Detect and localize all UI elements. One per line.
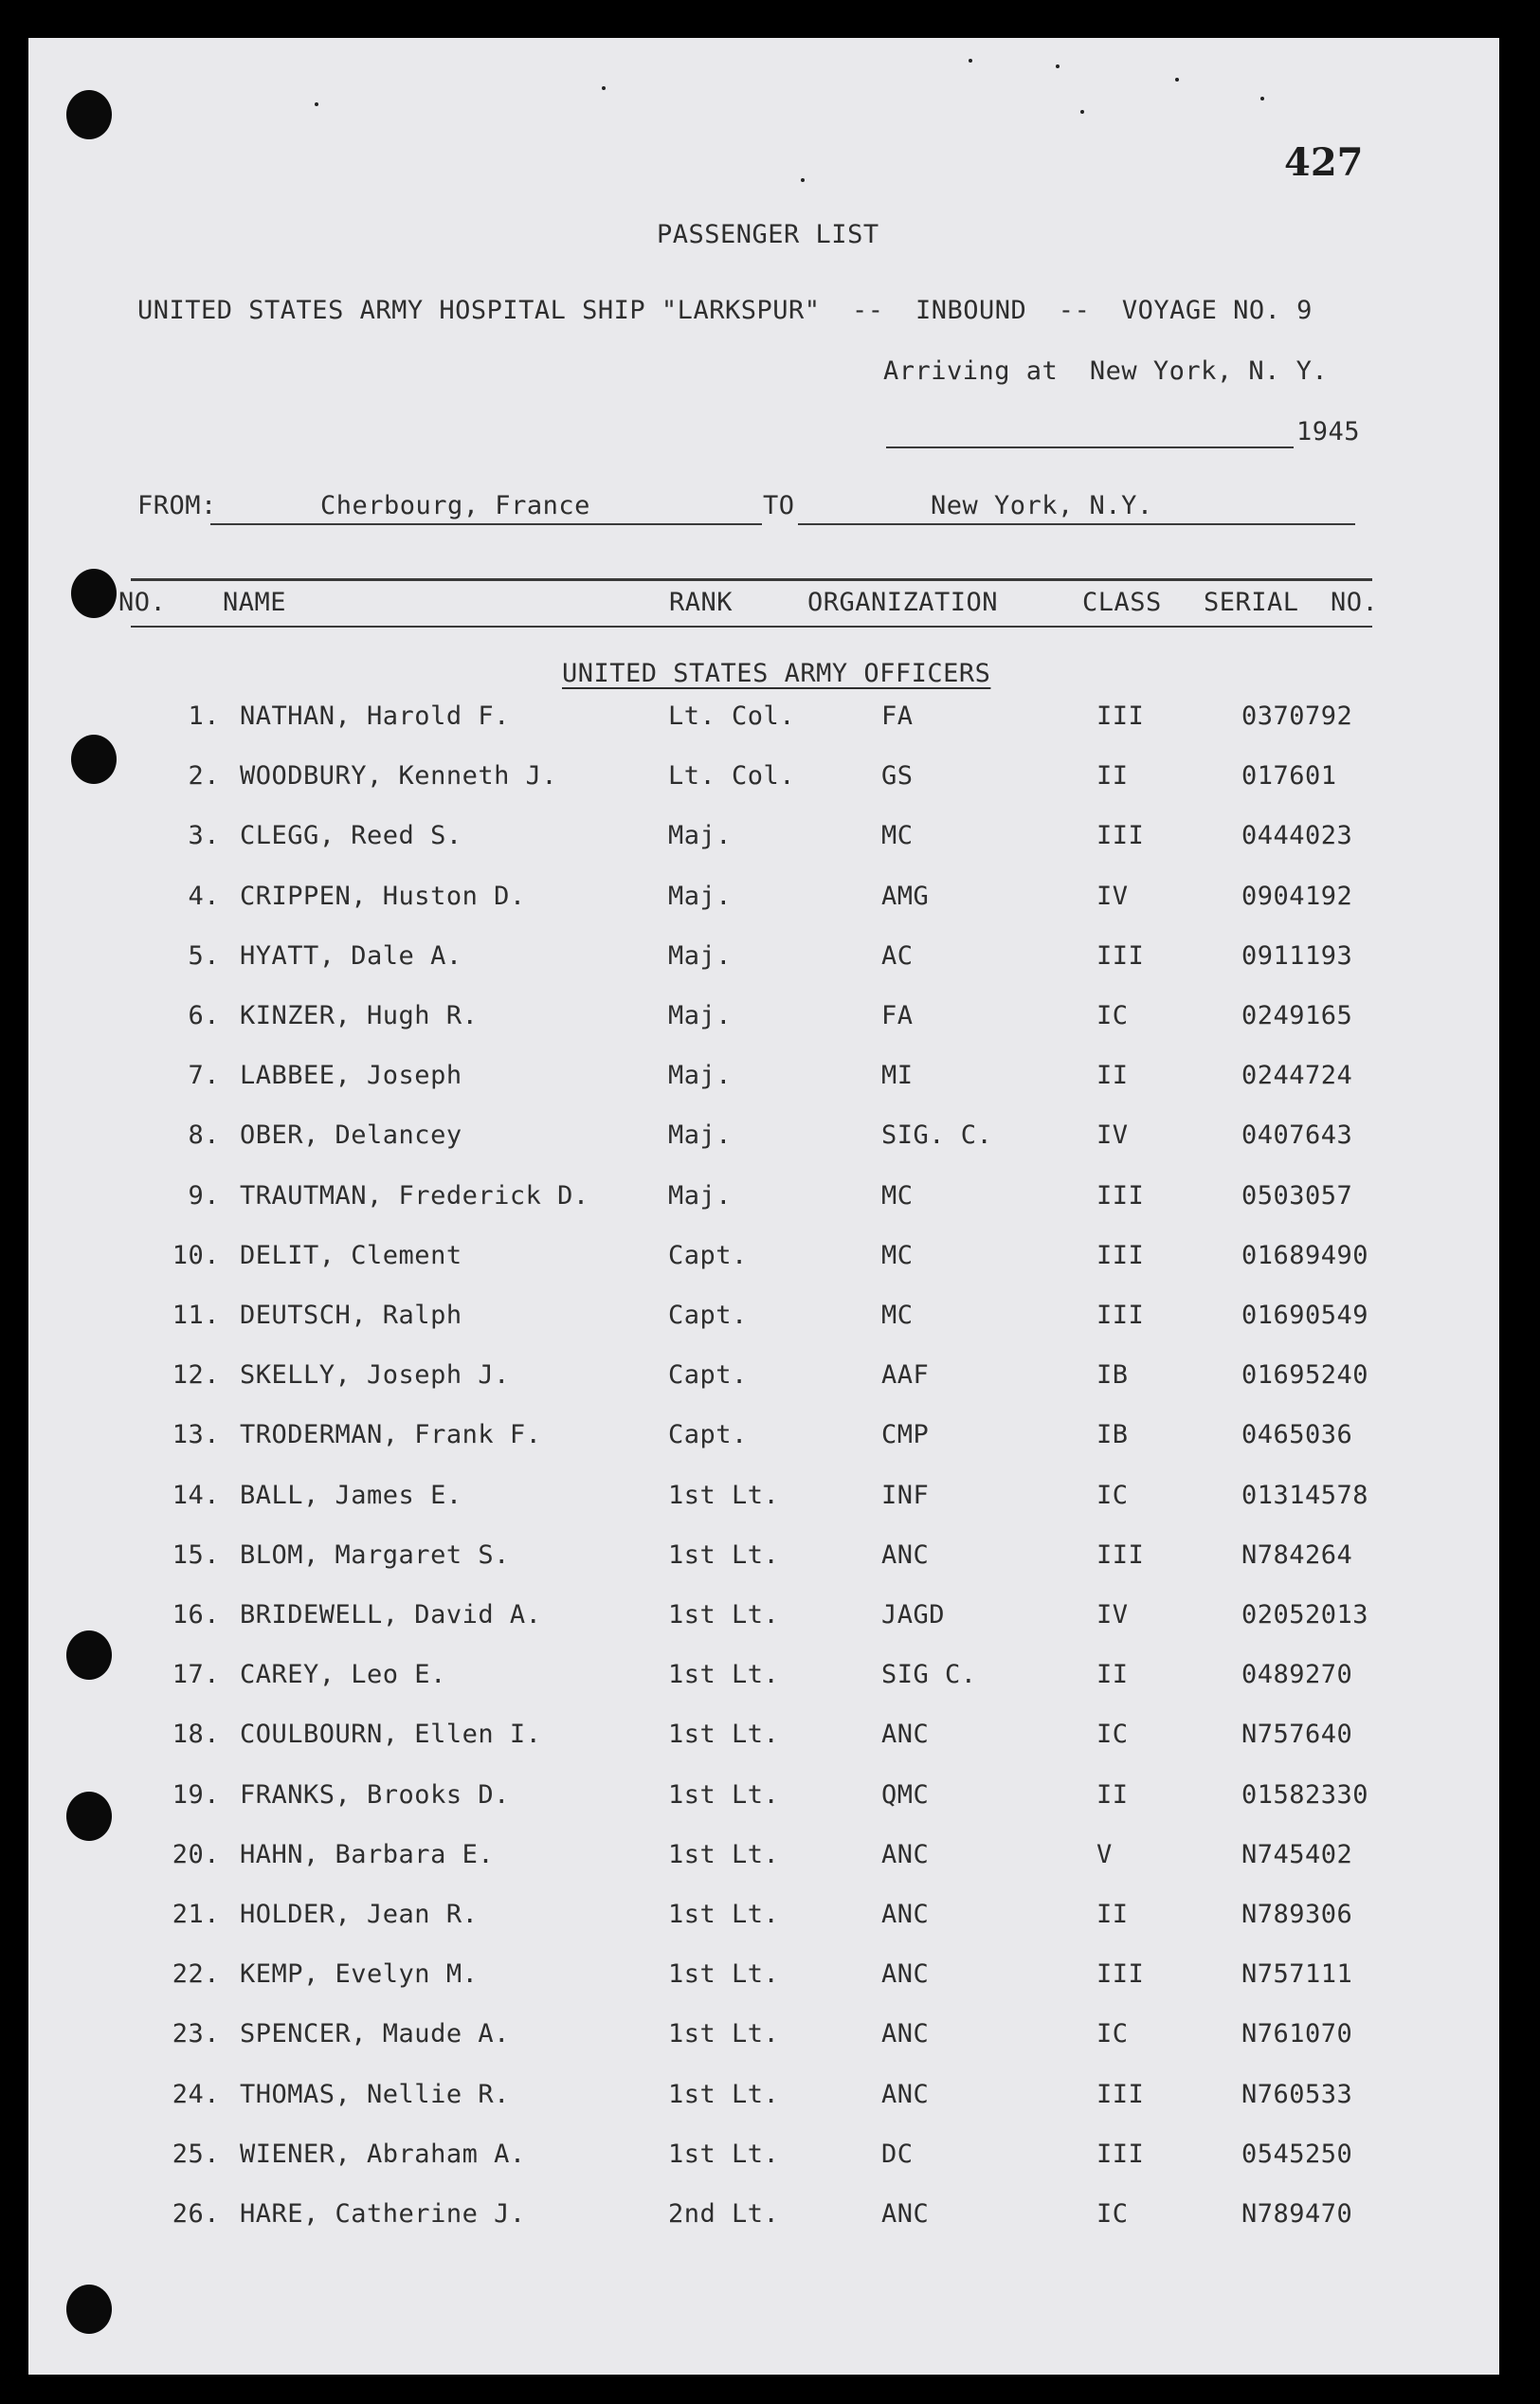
passenger-name: COULBOURN, Ellen I. [240,1720,542,1750]
table-row [28,1420,1499,1458]
passenger-serial: 0444023 [1241,821,1353,851]
table-row [28,761,1499,799]
passenger-organization: FA [881,1001,914,1030]
table-row [28,1840,1499,1878]
passenger-name: LABBEE, Joseph [240,1061,462,1091]
passenger-organization: MC [881,1180,914,1211]
passenger-name: HARE, Catherine J. [240,2199,526,2229]
passenger-number: 21. [172,1900,220,1929]
from-underline [210,523,762,525]
passenger-rank: 1st Lt. [668,1720,780,1750]
table-row [28,941,1499,979]
passenger-number: 10. [172,1240,220,1270]
speck [1175,78,1179,82]
passenger-rank: Maj. [668,1061,733,1091]
header-top-rule [131,578,1372,581]
passenger-class: IV [1096,881,1129,911]
passenger-organization: ANC [881,1720,930,1750]
passenger-class: V [1096,1839,1113,1869]
page-number: 427 [1284,140,1364,185]
passenger-rank: 1st Lt. [668,1839,780,1869]
passenger-number: 4. [188,881,220,911]
passenger-organization: ANC [881,1539,930,1570]
passenger-class: IC [1096,1480,1129,1510]
passenger-number: 11. [172,1301,220,1330]
table-row [28,1061,1499,1099]
passenger-organization: MC [881,821,914,851]
passenger-name: HOLDER, Jean R. [240,1900,479,1929]
passenger-rank: 1st Lt. [668,1660,780,1690]
passenger-rank: Capt. [668,1240,748,1270]
passenger-name: TRODERMAN, Frank F. [240,1420,542,1450]
from-label: FROM: [137,491,217,520]
table-row [28,1959,1499,1997]
document-title: PASSENGER LIST [657,220,879,249]
passenger-name: HAHN, Barbara E. [240,1839,495,1869]
passenger-class: II [1096,1779,1129,1810]
passenger-class: II [1096,1061,1129,1091]
passenger-serial: 0489270 [1241,1660,1353,1690]
passenger-number: 15. [172,1539,220,1570]
col-rank: RANK [669,588,734,617]
table-row [28,2019,1499,2057]
passenger-organization: QMC [881,1779,930,1810]
passenger-class: IC [1096,2019,1129,2049]
table-row [28,2080,1499,2118]
passenger-name: SKELLY, Joseph J. [240,1360,510,1391]
passenger-serial: 01695240 [1241,1360,1369,1391]
passenger-class: IV [1096,1600,1129,1630]
speck [1056,64,1060,68]
passenger-name: NATHAN, Harold F. [240,701,510,731]
passenger-class: III [1096,1959,1145,1990]
ship-line: UNITED STATES ARMY HOSPITAL SHIP "LARKSPUR" -- INBOUND -- VOYAGE NO. 9 [137,296,1313,325]
passenger-name: BLOM, Margaret S. [240,1539,510,1570]
passenger-class: IB [1096,1420,1129,1450]
table-row [28,1600,1499,1638]
table-row [28,1001,1499,1039]
passenger-name: BALL, James E. [240,1480,462,1510]
passenger-number: 23. [172,2019,220,2049]
passenger-class: III [1096,2079,1145,2109]
document-page [28,38,1499,2375]
passenger-serial: 0407643 [1241,1120,1353,1151]
passenger-class: II [1096,1660,1129,1690]
table-row [28,1241,1499,1279]
passenger-number: 8. [188,1120,220,1151]
passenger-serial: N745402 [1241,1839,1353,1869]
passenger-rank: Maj. [668,1120,733,1151]
table-row [28,2140,1499,2177]
punch-hole [66,90,112,139]
passenger-serial: N789470 [1241,2199,1353,2229]
passenger-name: CAREY, Leo E. [240,1660,446,1690]
passenger-organization: ANC [881,2199,930,2229]
passenger-class: III [1096,1301,1145,1330]
table-row [28,1181,1499,1219]
passenger-serial: 0249165 [1241,1001,1353,1030]
passenger-rank: Capt. [668,1360,748,1391]
passenger-number: 6. [188,1001,220,1030]
passenger-number: 1. [188,701,220,731]
passenger-organization: SIG C. [881,1660,977,1690]
passenger-number: 9. [188,1180,220,1211]
passenger-organization: AAF [881,1360,930,1391]
passenger-number: 19. [172,1779,220,1810]
passenger-rank: Maj. [668,940,733,971]
passenger-class: III [1096,1180,1145,1211]
passenger-number: 25. [172,2139,220,2169]
table-row [28,1720,1499,1757]
table-row [28,1120,1499,1158]
passenger-name: KINZER, Hugh R. [240,1001,479,1030]
passenger-serial: 0545250 [1241,2139,1353,2169]
passenger-name: TRAUTMAN, Frederick D. [240,1180,589,1211]
from-value: Cherbourg, France [320,491,590,520]
passenger-class: III [1096,701,1145,731]
table-row [28,821,1499,859]
passenger-number: 12. [172,1360,220,1391]
passenger-rank: Maj. [668,881,733,911]
passenger-class: IC [1096,2199,1129,2229]
passenger-serial: 0244724 [1241,1061,1353,1091]
col-class: CLASS [1082,588,1162,617]
passenger-organization: GS [881,761,914,792]
table-row [28,1660,1499,1698]
passenger-organization: AC [881,940,914,971]
to-underline [798,523,1355,525]
speck [315,102,318,106]
passenger-organization: FA [881,701,914,731]
passenger-organization: AMG [881,881,930,911]
passenger-rank: Lt. Col. [668,761,796,792]
passenger-class: III [1096,821,1145,851]
passenger-serial: 01689490 [1241,1240,1369,1270]
arrival-line: Arriving at New York, N. Y. [883,356,1329,386]
passenger-rank: 1st Lt. [668,1480,780,1510]
passenger-number: 17. [172,1660,220,1690]
passenger-rank: 1st Lt. [668,1900,780,1929]
passenger-serial: 017601 [1241,761,1337,792]
passenger-serial: 0911193 [1241,940,1353,971]
passenger-class: II [1096,761,1129,792]
passenger-rank: 2nd Lt. [668,2199,780,2229]
section-heading: UNITED STATES ARMY OFFICERS [562,659,991,688]
passenger-organization: MC [881,1301,914,1330]
passenger-rank: Maj. [668,1180,733,1211]
col-serial: SERIAL NO. [1204,588,1379,617]
passenger-serial: N757640 [1241,1720,1353,1750]
passenger-class: III [1096,1240,1145,1270]
passenger-organization: INF [881,1480,930,1510]
passenger-class: IV [1096,1120,1129,1151]
passenger-name: WOODBURY, Kenneth J. [240,761,558,792]
speck [602,86,606,90]
passenger-organization: MI [881,1061,914,1091]
speck [969,59,972,63]
passenger-serial: 01582330 [1241,1779,1369,1810]
column-headers [28,588,1499,626]
speck [1260,97,1264,100]
passenger-serial: N761070 [1241,2019,1353,2049]
passenger-serial: 0465036 [1241,1420,1353,1450]
passenger-serial: 01690549 [1241,1301,1369,1330]
passenger-name: DEUTSCH, Ralph [240,1301,462,1330]
passenger-rank: 1st Lt. [668,1959,780,1990]
passenger-name: HYATT, Dale A. [240,940,462,971]
punch-hole [66,2285,112,2334]
passenger-rank: Maj. [668,1001,733,1030]
passenger-rank: 1st Lt. [668,1779,780,1810]
passenger-rank: 1st Lt. [668,1600,780,1630]
passenger-serial: 02052013 [1241,1600,1369,1630]
passenger-serial: 0904192 [1241,881,1353,911]
passenger-serial: 01314578 [1241,1480,1369,1510]
passenger-number: 26. [172,2199,220,2229]
passenger-serial: 0370792 [1241,701,1353,731]
passenger-class: III [1096,1539,1145,1570]
passenger-class: III [1096,2139,1145,2169]
table-row [28,1540,1499,1578]
passenger-rank: 1st Lt. [668,2019,780,2049]
passenger-name: THOMAS, Nellie R. [240,2079,510,2109]
speck [801,178,805,182]
passenger-rank: Maj. [668,821,733,851]
to-value: New York, N.Y. [931,491,1153,520]
passenger-serial: N784264 [1241,1539,1353,1570]
passenger-organization: JAGD [881,1600,946,1630]
passenger-organization: ANC [881,2019,930,2049]
passenger-organization: ANC [881,2079,930,2109]
passenger-serial: N760533 [1241,2079,1353,2109]
passenger-rank: 1st Lt. [668,2139,780,2169]
passenger-number: 5. [188,940,220,971]
passenger-name: OBER, Delancey [240,1120,462,1151]
passenger-rank: Capt. [668,1301,748,1330]
passenger-rank: Lt. Col. [668,701,796,731]
table-row [28,882,1499,920]
passenger-class: II [1096,1900,1129,1929]
passenger-serial: 0503057 [1241,1180,1353,1211]
passenger-name: FRANKS, Brooks D. [240,1779,510,1810]
passenger-number: 7. [188,1061,220,1091]
header-bottom-rule [131,626,1372,628]
table-row [28,1780,1499,1818]
passenger-number: 18. [172,1720,220,1750]
passenger-name: CLEGG, Reed S. [240,821,462,851]
passenger-name: DELIT, Clement [240,1240,462,1270]
passenger-serial: N757111 [1241,1959,1353,1990]
passenger-organization: CMP [881,1420,930,1450]
passenger-organization: MC [881,1240,914,1270]
passenger-organization: ANC [881,1900,930,1929]
to-label: TO [763,491,795,520]
passenger-number: 20. [172,1839,220,1869]
table-row [28,701,1499,739]
year: 1945 [1296,417,1361,446]
passenger-number: 13. [172,1420,220,1450]
col-no: NO. [118,588,167,617]
passenger-organization: ANC [881,1839,930,1869]
passenger-name: CRIPPEN, Huston D. [240,881,526,911]
passenger-rank: Capt. [668,1420,748,1450]
passenger-organization: SIG. C. [881,1120,993,1151]
passenger-class: IC [1096,1001,1129,1030]
passenger-name: WIENER, Abraham A. [240,2139,526,2169]
table-row [28,2199,1499,2237]
date-underline [886,446,1294,448]
col-organization: ORGANIZATION [807,588,999,617]
passenger-number: 24. [172,2079,220,2109]
passenger-class: III [1096,940,1145,971]
passenger-class: IB [1096,1360,1129,1391]
passenger-number: 16. [172,1600,220,1630]
passenger-rank: 1st Lt. [668,1539,780,1570]
table-row [28,1481,1499,1519]
passenger-name: BRIDEWELL, David A. [240,1600,542,1630]
passenger-organization: DC [881,2139,914,2169]
passenger-rank: 1st Lt. [668,2079,780,2109]
passenger-serial: N789306 [1241,1900,1353,1929]
passenger-name: SPENCER, Maude A. [240,2019,510,2049]
passenger-number: 22. [172,1959,220,1990]
table-row [28,1360,1499,1398]
passenger-class: IC [1096,1720,1129,1750]
table-row [28,1301,1499,1339]
passenger-number: 3. [188,821,220,851]
passenger-name: KEMP, Evelyn M. [240,1959,479,1990]
table-row [28,1900,1499,1938]
col-name: NAME [223,588,287,617]
passenger-number: 14. [172,1480,220,1510]
passenger-number: 2. [188,761,220,792]
passenger-organization: ANC [881,1959,930,1990]
speck [1080,110,1084,114]
